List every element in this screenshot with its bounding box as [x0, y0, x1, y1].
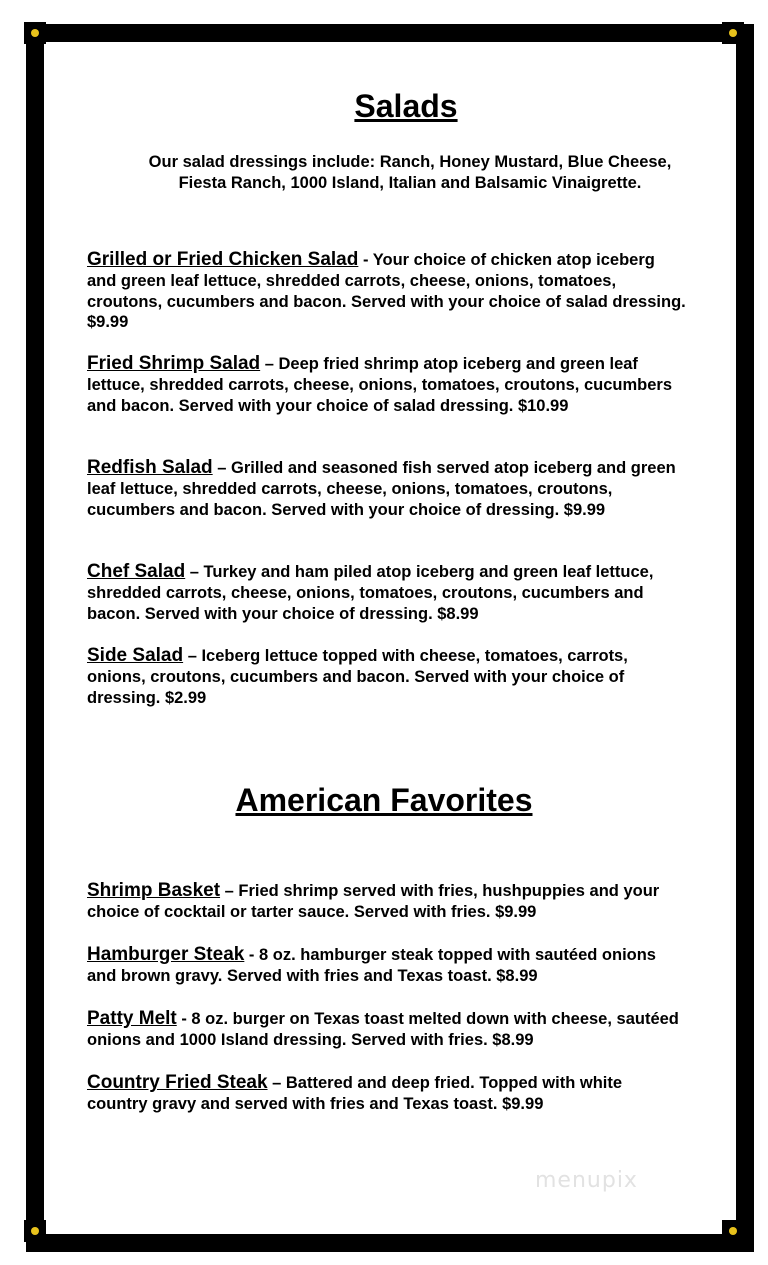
menu-item [87, 250, 687, 333]
item-name: Country Fried Steak [87, 1072, 268, 1093]
corner-dot-icon [24, 1220, 46, 1242]
item-name: Redfish Salad [87, 457, 213, 478]
menu-item [87, 354, 687, 416]
item-name: Patty Melt [87, 1008, 177, 1029]
item-description: - 8 oz. burger on Texas toast melted down with cheese, sautéed onions and 1000 Island dressing. Served with fries. $8.99 [87, 1010, 679, 1049]
item-name: Chef Salad [87, 561, 186, 582]
menu-item [87, 562, 687, 624]
corner-dot-icon [722, 22, 744, 44]
item-name: Grilled or Fried Chicken Salad [87, 249, 359, 270]
salads-title: Salads [354, 88, 458, 124]
item-description: – Deep fried shrimp atop iceberg and green leaf lettuce, shredded carrots, cheese, onions, tomatoes, croutons, cucumbers and bacon. Served with your choice of salad dressing. $10.99 [87, 355, 672, 415]
american-favorites-title: American Favorites [235, 782, 533, 818]
item-description: – Fried shrimp served with fries, hushpuppies and your choice of cocktail or tarter sauce. Served with fries. $9.99 [87, 882, 660, 921]
menu-item [87, 881, 687, 923]
watermark-logo: menupix [535, 1168, 638, 1193]
item-name: Hamburger Steak [87, 944, 245, 965]
item-description: - Your choice of chicken atop iceberg and green leaf lettuce, shredded carrots, cheese, onions, tomatoes, croutons, cucumbers and bacon. Served with your choice of salad dressing. $9.99 [87, 251, 686, 332]
corner-dot-icon [24, 22, 46, 44]
item-description: – Turkey and ham piled atop iceberg and green leaf lettuce, shredded carrots, cheese, onions, tomatoes, croutons, cucumbers and bacon. Served with your choice of dressing. $8.99 [87, 563, 654, 623]
corner-dot-icon [722, 1220, 744, 1242]
salad-dressings-intro: Our salad dressings include: Ranch, Honey Mustard, Blue Cheese, Fiesta Ranch, 1000 Island, Italian and Balsamic Vinaigrette. [148, 153, 672, 192]
menu-item [87, 1009, 687, 1051]
item-name: Side Salad [87, 645, 184, 666]
menu-item [87, 458, 687, 520]
item-description: - 8 oz. hamburger steak topped with sautéed onions and brown gravy. Served with fries and Texas toast. $8.99 [87, 946, 656, 985]
menu-item [87, 646, 687, 708]
menu-item [87, 1073, 687, 1115]
item-name: Fried Shrimp Salad [87, 353, 261, 374]
item-description: – Grilled and seasoned fish served atop iceberg and green leaf lettuce, shredded carrots, cheese, onions, tomatoes, croutons, cucumbers and bacon. Served with your choice of dressing. $9.99 [87, 459, 676, 519]
item-description: – Battered and deep fried. Topped with white country gravy and served with fries and Texas toast. $9.99 [87, 1074, 623, 1113]
item-name: Shrimp Basket [87, 880, 221, 901]
menu-frame [26, 24, 754, 1252]
menu-item [87, 945, 687, 987]
item-description: – Iceberg lettuce topped with cheese, tomatoes, carrots, onions, croutons, cucumbers and bacon. Served with your choice of dressing. $2.99 [87, 647, 628, 707]
